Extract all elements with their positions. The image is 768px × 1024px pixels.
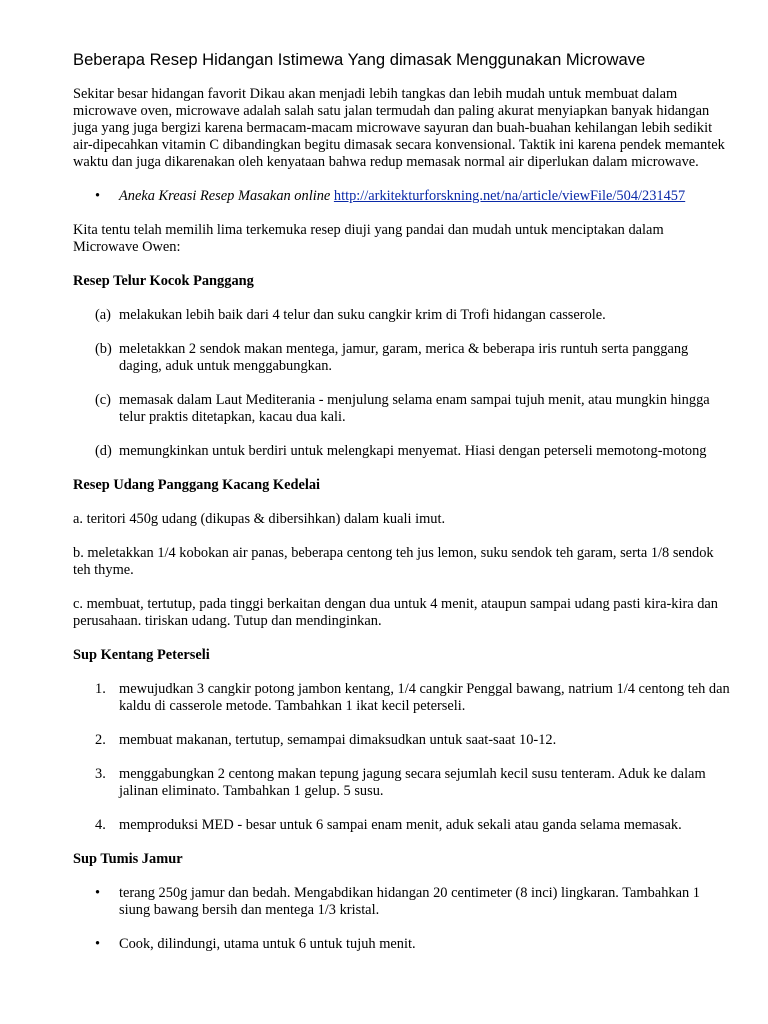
- list-item: [73, 341, 730, 375]
- section-heading-udang: Resep Udang Panggang Kacang Kedelai: [73, 477, 321, 493]
- list-item: [73, 681, 730, 715]
- list-item: [73, 936, 730, 953]
- list-item: [73, 817, 730, 834]
- list-item-text: membuat makanan, tertutup, semampai dimaksudkan untuk saat-saat 10-12.: [119, 732, 557, 748]
- list-marker: 1.: [95, 681, 106, 697]
- list-item: [73, 307, 730, 324]
- list-item-text: meletakkan 2 sendok makan mentega, jamur, garam, merica & beberapa iris runtuh serta panggang daging, aduk untuk menggabungkan.: [119, 341, 689, 374]
- list-marker: (a): [95, 307, 111, 323]
- step-paragraph: b. meletakkan 1/4 kobokan air panas, beberapa centong teh jus lemon, suku sendok teh garam, serta 1/8 sendok teh thyme.: [73, 545, 714, 578]
- list-item-text: Cook, dilindungi, utama untuk 6 untuk tujuh menit.: [119, 936, 416, 952]
- list-item: [73, 392, 730, 426]
- list-item-text: memasak dalam Laut Mediterania - menjulung selama enam sampai tujuh menit, atau mungkin hingga telur praktis ditetapkan, kacau dua kali.: [119, 392, 710, 425]
- bullet-marker: •: [95, 936, 101, 952]
- bullet-marker: •: [95, 188, 101, 204]
- bullet-marker: •: [95, 885, 101, 901]
- step-paragraph: c. membuat, tertutup, pada tinggi berkaitan dengan dua untuk 4 menit, ataupun sampai udang pasti kira-kira dan perusahaan. tiriskan udang. Tutup dan mendinginkan.: [73, 596, 718, 629]
- list-marker: 2.: [95, 732, 106, 748]
- list-item: [73, 732, 730, 749]
- link-label: Aneka Kreasi Resep Masakan online: [119, 188, 331, 204]
- section-heading-kentang: Sup Kentang Peterseli: [73, 647, 210, 663]
- list-marker: 4.: [95, 817, 106, 833]
- section4-list: [73, 885, 730, 953]
- section-heading-jamur: Sup Tumis Jamur: [73, 851, 183, 867]
- list-marker: (c): [95, 392, 111, 408]
- section-heading-telur: Resep Telur Kocok Panggang: [73, 273, 254, 289]
- list-item-text: mewujudkan 3 cangkir potong jambon kentang, 1/4 cangkir Penggal bawang, natrium 1/4 centong teh dan kaldu di casserole metode. Tambahkan 1 ikat kecil peterseli.: [119, 681, 730, 714]
- article-link[interactable]: http://arkitekturforskning.net/na/article/viewFile/504/231457: [333, 188, 686, 204]
- link-list-item: [73, 188, 730, 205]
- list-item-text: memproduksi MED - besar untuk 6 sampai enam menit, aduk sekali atau ganda selama memasak.: [119, 817, 682, 833]
- list-item: [73, 766, 730, 800]
- list-item-text: menggabungkan 2 centong makan tepung jagung secara sejumlah kecil susu tenteram. Aduk ke dalam jalinan eliminato. Tambahkan 1 gelup. 5 susu.: [119, 766, 706, 799]
- list-item-text: memungkinkan untuk berdiri untuk melengkapi menyemat. Hiasi dengan peterseli memotong-motong: [119, 443, 707, 459]
- list-item: [73, 443, 730, 460]
- list-marker: 3.: [95, 766, 106, 782]
- list-marker: (b): [95, 341, 112, 357]
- list-item-text: melakukan lebih baik dari 4 telur dan suku cangkir krim di Trofi hidangan casserole.: [119, 307, 606, 323]
- list-marker: (d): [95, 443, 112, 459]
- section1-list: [73, 307, 730, 460]
- section3-list: [73, 681, 730, 834]
- lead-paragraph: Kita tentu telah memilih lima terkemuka resep diuji yang pandai dan mudah untuk menciptakan dalam Microwave Owen:: [73, 222, 664, 255]
- step-paragraph: a. teritori 450g udang (dikupas & dibersihkan) dalam kuali imut.: [73, 511, 446, 527]
- list-item: [73, 885, 730, 919]
- list-item-text: terang 250g jamur dan bedah. Mengabdikan hidangan 20 centimeter (8 inci) lingkaran. Tambahkan 1 siung bawang bersih dan mentega 1/3 kristal.: [119, 885, 700, 918]
- link-list: [73, 188, 730, 205]
- document-title: Beberapa Resep Hidangan Istimewa Yang dimasak Menggunakan Microwave: [73, 50, 646, 69]
- intro-paragraph: Sekitar besar hidangan favorit Dikau akan menjadi lebih tangkas dan lebih mudah untuk membuat dalam microwave oven, microwave adalah salah satu jalan termudah dan paling akurat menyiapkan banyak hidangan juga yang juga bergizi karena bermacam-macam microwave sayuran dan buah-buahan kehilangan lebih sedikit air-dipecahkan vitamin C dibandingkan begitu dimasak secara konvensional. Taktik ini karena pendek memantek waktu dan juga dikarenakan oleh kenyataan bahwa redup memasak normal air diperlukan dalam microwave.: [73, 86, 725, 170]
